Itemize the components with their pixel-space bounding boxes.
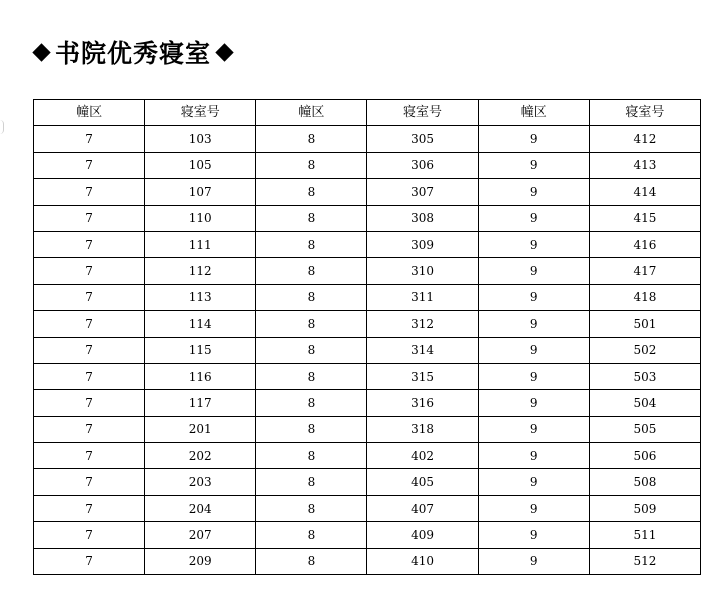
- table-row: [34, 363, 701, 389]
- room-number-cell: 311: [367, 284, 478, 310]
- table-row: [34, 495, 701, 521]
- building-cell: 7: [34, 443, 145, 469]
- room-number-cell: 312: [367, 311, 478, 337]
- table-body: [34, 126, 701, 575]
- table-row: [34, 205, 701, 231]
- building-cell: 8: [256, 548, 367, 574]
- room-number-cell: 409: [367, 522, 478, 548]
- room-number-cell: 202: [145, 443, 256, 469]
- building-cell: 7: [34, 390, 145, 416]
- room-number-cell: 117: [145, 390, 256, 416]
- room-number-cell: 115: [145, 337, 256, 363]
- room-number-cell: 316: [367, 390, 478, 416]
- room-number-cell: 506: [589, 443, 700, 469]
- room-number-cell: 503: [589, 363, 700, 389]
- building-cell: 8: [256, 152, 367, 178]
- room-number-cell: 209: [145, 548, 256, 574]
- table-row: [34, 390, 701, 416]
- room-number-cell: 308: [367, 205, 478, 231]
- table-row: [34, 469, 701, 495]
- room-number-cell: 407: [367, 495, 478, 521]
- room-number-cell: 306: [367, 152, 478, 178]
- building-cell: 9: [478, 258, 589, 284]
- room-number-cell: 114: [145, 311, 256, 337]
- room-number-cell: 314: [367, 337, 478, 363]
- building-cell: 7: [34, 126, 145, 152]
- room-number-cell: 504: [589, 390, 700, 416]
- building-cell: 7: [34, 205, 145, 231]
- building-cell: 8: [256, 258, 367, 284]
- room-number-cell: 203: [145, 469, 256, 495]
- room-number-cell: 201: [145, 416, 256, 442]
- room-number-cell: 418: [589, 284, 700, 310]
- room-number-cell: 416: [589, 231, 700, 257]
- room-number-cell: 413: [589, 152, 700, 178]
- building-header: 幢区: [478, 100, 589, 126]
- building-cell: 8: [256, 363, 367, 389]
- building-cell: 7: [34, 284, 145, 310]
- room-number-cell: 417: [589, 258, 700, 284]
- room-number-cell: 415: [589, 205, 700, 231]
- table-row: [34, 179, 701, 205]
- room-number-header: 寝室号: [367, 100, 478, 126]
- room-number-header: 寝室号: [145, 100, 256, 126]
- building-cell: 9: [478, 337, 589, 363]
- room-number-cell: 305: [367, 126, 478, 152]
- building-cell: 7: [34, 179, 145, 205]
- room-number-cell: 512: [589, 548, 700, 574]
- room-number-cell: 111: [145, 231, 256, 257]
- room-number-cell: 412: [589, 126, 700, 152]
- building-cell: 9: [478, 443, 589, 469]
- building-cell: 9: [478, 284, 589, 310]
- building-cell: 9: [478, 495, 589, 521]
- building-cell: 9: [478, 311, 589, 337]
- building-cell: 9: [478, 205, 589, 231]
- room-number-cell: 318: [367, 416, 478, 442]
- table-row: [34, 548, 701, 574]
- building-cell: 7: [34, 231, 145, 257]
- building-cell: 8: [256, 205, 367, 231]
- building-cell: 9: [478, 231, 589, 257]
- building-cell: 8: [256, 311, 367, 337]
- room-number-cell: 410: [367, 548, 478, 574]
- table-row: [34, 258, 701, 284]
- room-number-cell: 505: [589, 416, 700, 442]
- page-title: [28, 34, 238, 70]
- room-number-cell: 116: [145, 363, 256, 389]
- building-cell: 8: [256, 337, 367, 363]
- page-margin-mark: [0, 120, 4, 134]
- room-number-cell: 508: [589, 469, 700, 495]
- building-cell: 9: [478, 390, 589, 416]
- room-number-cell: 307: [367, 179, 478, 205]
- building-cell: 9: [478, 152, 589, 178]
- building-header: 幢区: [256, 100, 367, 126]
- building-cell: 7: [34, 363, 145, 389]
- building-cell: 8: [256, 469, 367, 495]
- table-row: [34, 231, 701, 257]
- building-cell: 9: [478, 522, 589, 548]
- room-number-cell: 107: [145, 179, 256, 205]
- table-row: [34, 126, 701, 152]
- table-row: [34, 337, 701, 363]
- building-cell: 9: [478, 416, 589, 442]
- building-cell: 8: [256, 179, 367, 205]
- room-number-cell: 204: [145, 495, 256, 521]
- table-row: [34, 284, 701, 310]
- table-row: [34, 443, 701, 469]
- building-cell: 8: [256, 495, 367, 521]
- building-cell: 9: [478, 179, 589, 205]
- table-row: [34, 522, 701, 548]
- table-header-row: [34, 100, 701, 126]
- room-number-cell: 509: [589, 495, 700, 521]
- room-number-cell: 315: [367, 363, 478, 389]
- room-number-cell: 501: [589, 311, 700, 337]
- building-cell: 8: [256, 284, 367, 310]
- room-number-cell: 105: [145, 152, 256, 178]
- building-cell: 9: [478, 363, 589, 389]
- room-number-cell: 207: [145, 522, 256, 548]
- room-number-cell: 110: [145, 205, 256, 231]
- page-title-text: 书院优秀寝室: [55, 39, 212, 68]
- room-number-cell: 414: [589, 179, 700, 205]
- room-number-cell: 402: [367, 443, 478, 469]
- building-cell: 7: [34, 258, 145, 284]
- diamond-bullet-icon: [32, 43, 50, 61]
- building-cell: 8: [256, 522, 367, 548]
- building-cell: 9: [478, 126, 589, 152]
- table-header: [34, 100, 701, 126]
- diamond-bullet-icon: [215, 43, 233, 61]
- building-cell: 8: [256, 231, 367, 257]
- building-cell: 9: [478, 469, 589, 495]
- room-number-cell: 309: [367, 231, 478, 257]
- table-row: [34, 152, 701, 178]
- building-cell: 8: [256, 126, 367, 152]
- table-row: [34, 311, 701, 337]
- building-cell: 7: [34, 495, 145, 521]
- building-cell: 7: [34, 548, 145, 574]
- building-cell: 7: [34, 416, 145, 442]
- building-cell: 7: [34, 337, 145, 363]
- building-header: 幢区: [34, 100, 145, 126]
- dorm-room-table: [33, 99, 701, 575]
- table-row: [34, 416, 701, 442]
- room-number-cell: 405: [367, 469, 478, 495]
- building-cell: 8: [256, 443, 367, 469]
- room-number-cell: 113: [145, 284, 256, 310]
- building-cell: 7: [34, 469, 145, 495]
- room-number-cell: 310: [367, 258, 478, 284]
- building-cell: 8: [256, 416, 367, 442]
- building-cell: 7: [34, 152, 145, 178]
- room-number-header: 寝室号: [589, 100, 700, 126]
- room-number-cell: 103: [145, 126, 256, 152]
- room-number-cell: 502: [589, 337, 700, 363]
- building-cell: 7: [34, 311, 145, 337]
- room-number-cell: 112: [145, 258, 256, 284]
- building-cell: 9: [478, 548, 589, 574]
- building-cell: 7: [34, 522, 145, 548]
- room-number-cell: 511: [589, 522, 700, 548]
- building-cell: 8: [256, 390, 367, 416]
